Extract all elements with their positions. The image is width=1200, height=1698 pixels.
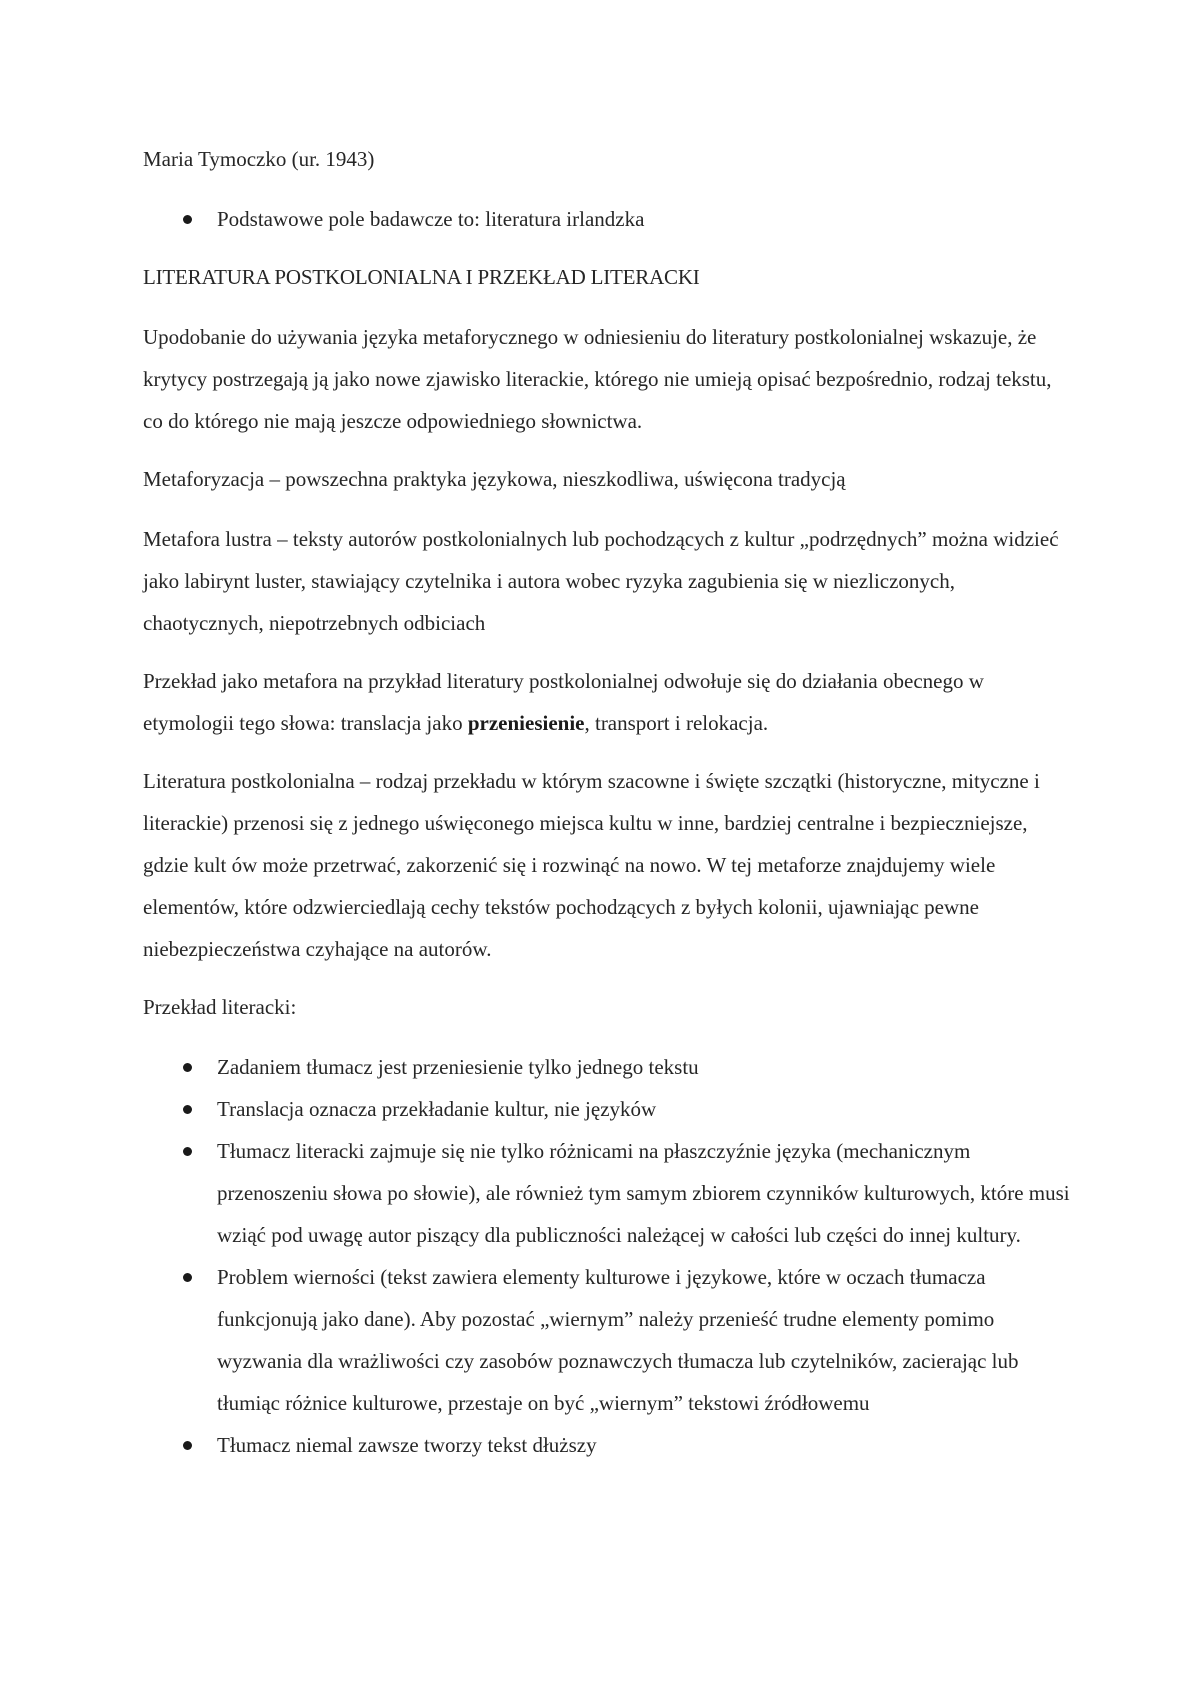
intro-bullet-list: [143, 198, 1073, 240]
paragraph-translation-metaphor: [143, 660, 1073, 744]
paragraph-mirror-metaphor: Metafora lustra – teksty autorów postkolonialnych lub pochodzących z kultur „podrzędnych” można widzieć jako labirynt luster, stawiający czytelnika i autora wobec ryzyka zagubienia się w niezliczonych, chaotycznych, niepotrzebnych odbiciach: [143, 527, 1059, 635]
section-heading: LITERATURA POSTKOLONIALNA I PRZEKŁAD LITERACKI: [143, 265, 700, 289]
list-item-text: Translacja oznacza przekładanie kultur, nie języków: [217, 1097, 657, 1121]
list-item: [143, 198, 1073, 240]
list-item: [143, 1256, 1073, 1424]
paragraph-metaphor-preference: Upodobanie do używania języka metaforycznego w odniesieniu do literatury postkolonialnej wskazuje, że krytycy postrzegają ją jako nowe zjawisko literackie, którego nie umieją opisać bezpośrednio, rodzaj tekstu, co do którego nie mają jeszcze odpowiedniego słownictwa.: [143, 325, 1052, 433]
bullet-icon: [183, 215, 192, 224]
literary-translation-label: Przekład literacki:: [143, 995, 297, 1019]
literary-bullet-list: [143, 1046, 1073, 1466]
list-item: [143, 1424, 1073, 1466]
bullet-icon: [183, 1147, 192, 1156]
list-item-text: Tłumacz literacki zajmuje się nie tylko różnicami na płaszczyźnie języka (mechanicznym przenoszeniu słowa po słowie), ale również tym samym zbiorem czynników kulturowych, które musi wziąć pod uwagę autor piszący dla publiczności należącej w całości lub części do innej kultury.: [217, 1139, 1070, 1247]
bullet-icon: [183, 1273, 192, 1282]
bullet-icon: [183, 1063, 192, 1072]
paragraph-postcolonial-literature: Literatura postkolonialna – rodzaj przekładu w którym szacowne i święte szczątki (historyczne, mityczne i literackie) przenosi się z jednego uświęconego miejsca kultu w inne, bardziej centralne i bezpieczniejsze, gdzie kult ów może przetrwać, zakorzenić się i rozwinąć na nowo. W tej metaforze znajdujemy wiele elementów, które odzwierciedlają cechy tekstów pochodzących z byłych kolonii, ujawniając pewne niebezpieczeństwa czyhające na autorów.: [143, 769, 1040, 961]
translation-bold-term: przeniesienie: [467, 711, 585, 735]
translation-text-after: , transport i relokacja.: [584, 711, 769, 735]
list-item: [143, 1088, 1073, 1130]
author-line: Maria Tymoczko (ur. 1943): [143, 147, 375, 171]
list-item-text: Tłumacz niemal zawsze tworzy tekst dłuższy: [217, 1433, 597, 1457]
list-item-text: Zadaniem tłumacz jest przeniesienie tylko jednego tekstu: [217, 1055, 699, 1079]
document-page: [143, 138, 1073, 1482]
list-item-text: Problem wierności (tekst zawiera elementy kulturowe i językowe, które w oczach tłumacza funkcjonują jako dane). Aby pozostać „wiernym” należy przenieść trudne elementy pomimo wyzwania dla wrażliwości czy zasobów poznawczych tłumacza lub czytelników, zacierając lub tłumiąc różnice kulturowe, przestaje on być „wiernym” tekstowi źródłowemu: [217, 1265, 1019, 1415]
paragraph-metaforyzacja: Metaforyzacja – powszechna praktyka językowa, nieszkodliwa, uświęcona tradycją: [143, 467, 846, 491]
bullet-icon: [183, 1105, 192, 1114]
list-item: [143, 1130, 1073, 1256]
list-item-text: Podstawowe pole badawcze to: literatura irlandzka: [217, 207, 645, 231]
list-item: [143, 1046, 1073, 1088]
translation-text-before: Przekład jako metafora na przykład literatury postkolonialnej odwołuje się do działania obecnego w etymologii tego słowa: translacja jako: [143, 669, 984, 735]
bullet-icon: [183, 1441, 192, 1450]
